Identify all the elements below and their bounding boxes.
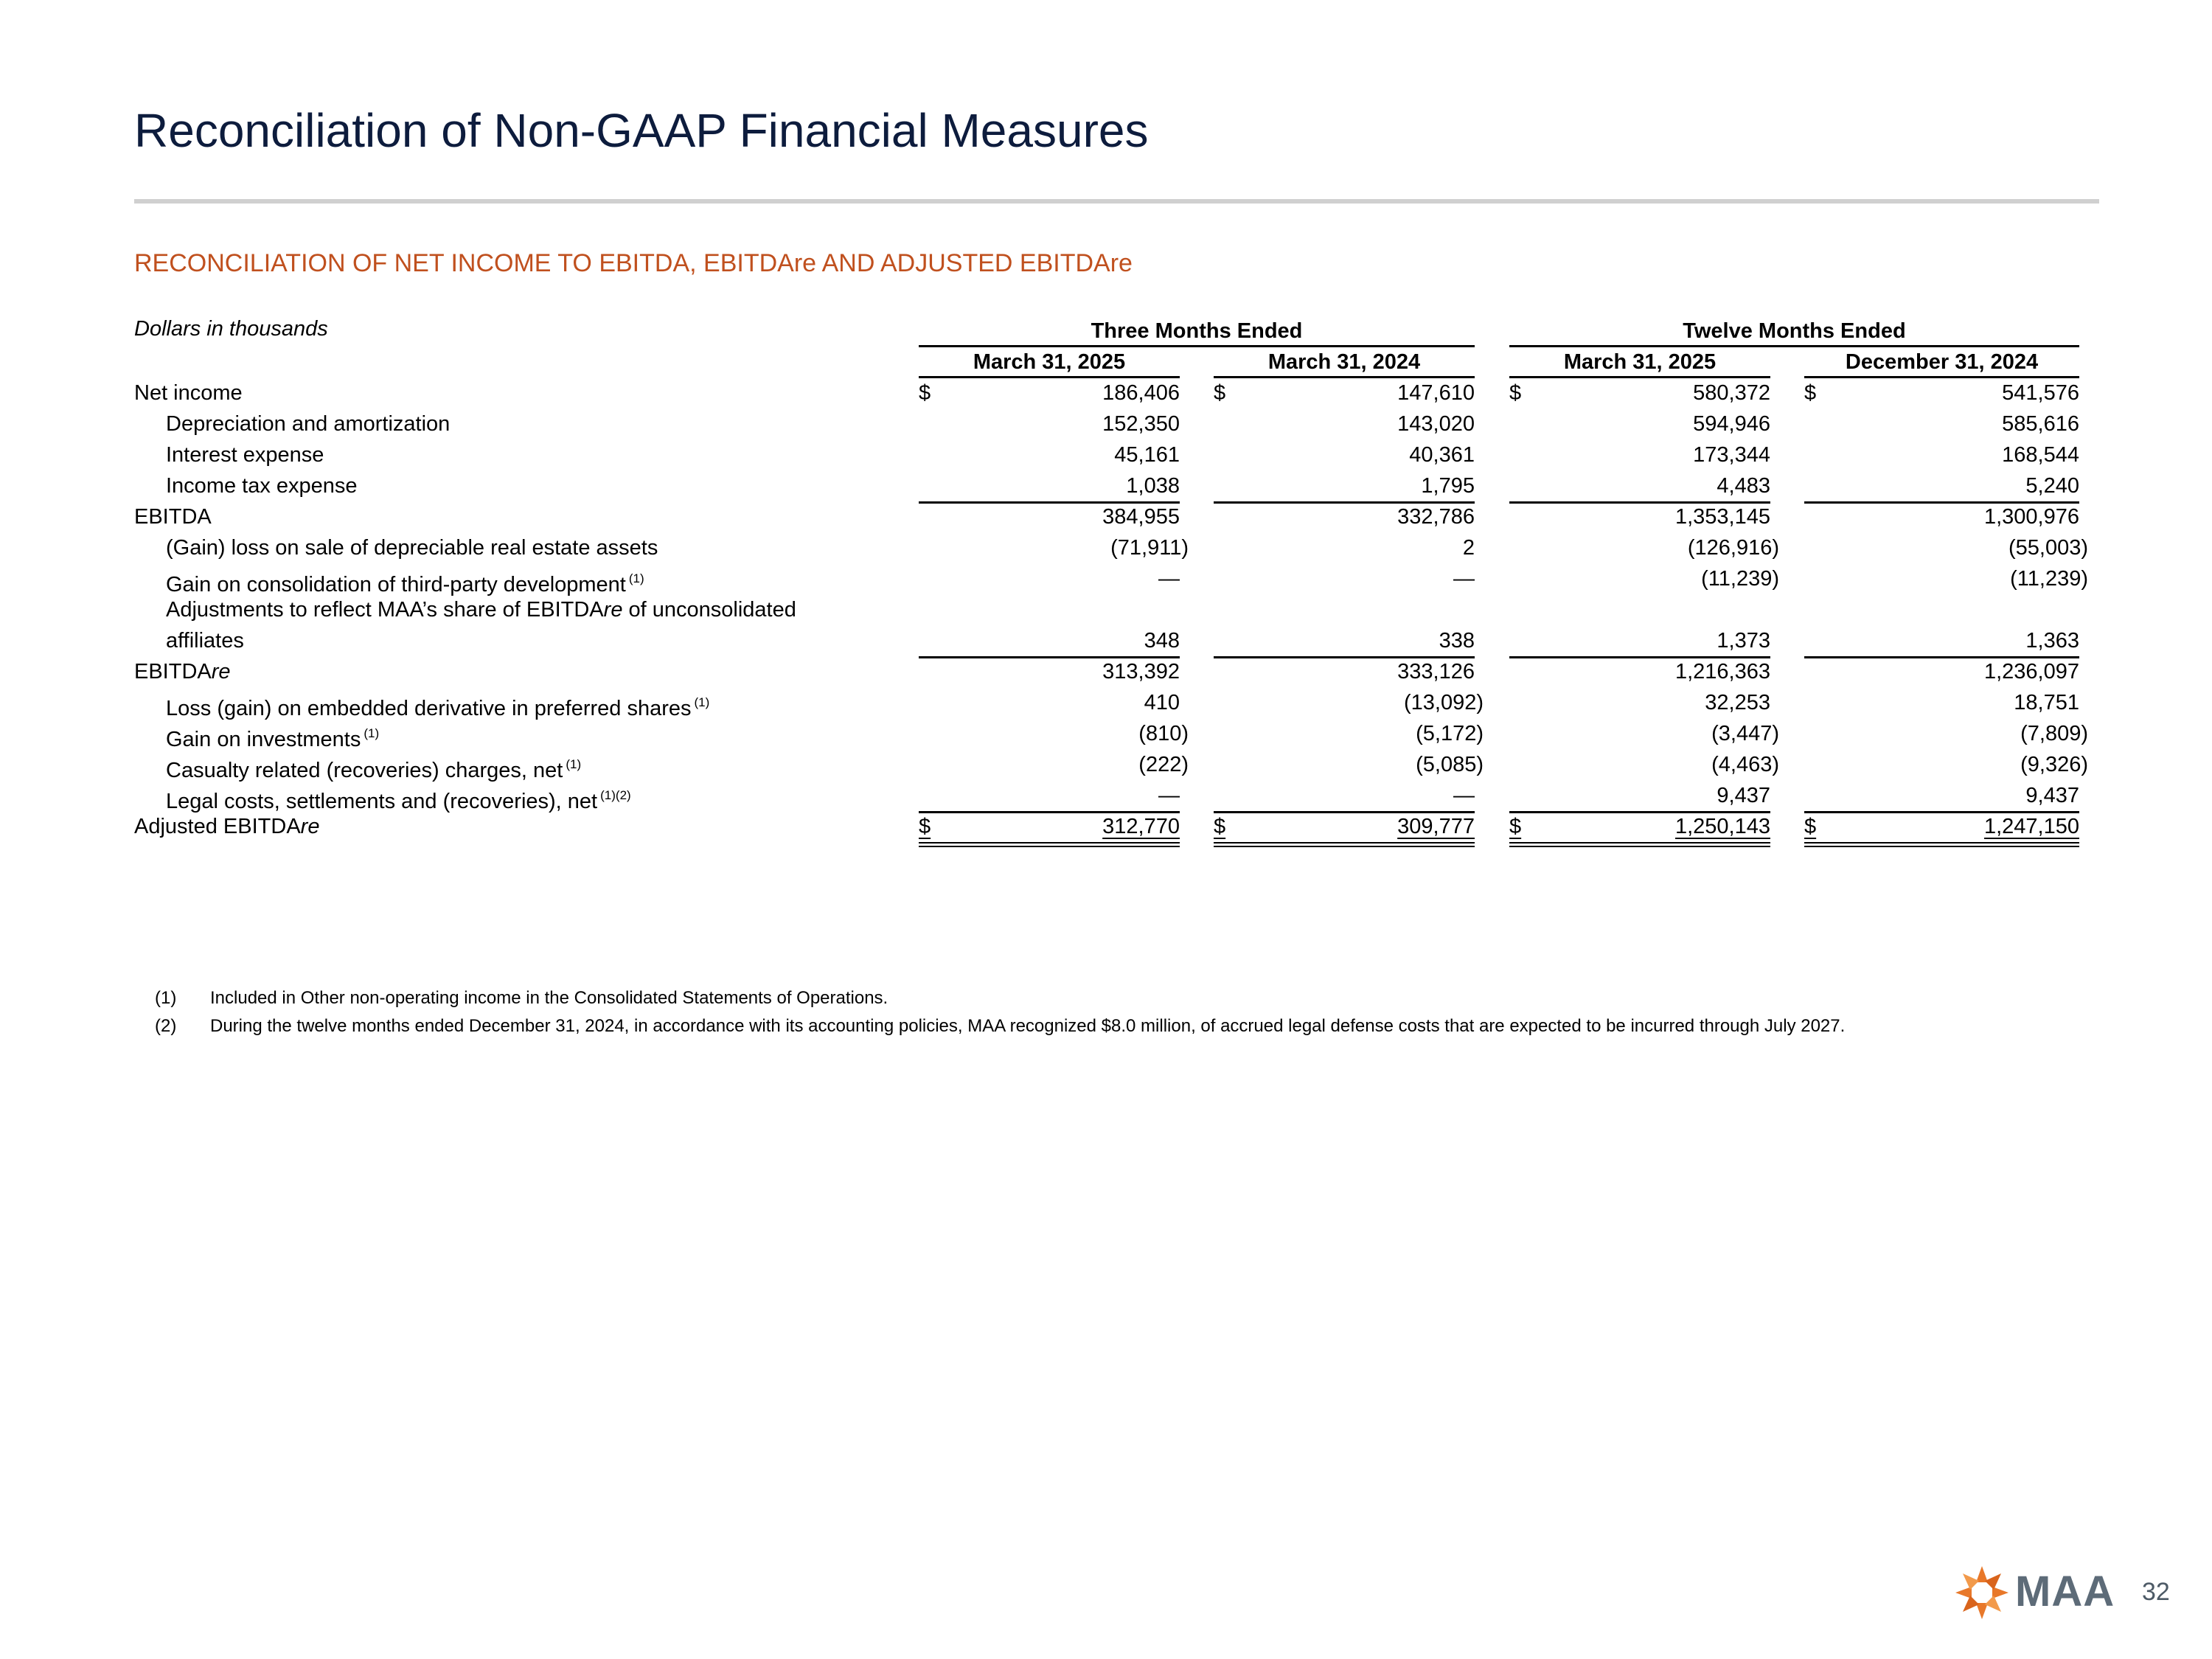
cell-value: (11,239) [1701, 567, 1779, 591]
cell-value: 1,363 [2025, 629, 2079, 653]
value-cell [1804, 470, 2079, 504]
cell-value: (13,092) [1403, 691, 1484, 714]
table-row [0, 594, 2212, 656]
value-cell [1509, 439, 1770, 470]
table-row [0, 408, 2212, 439]
value-cell [919, 687, 1180, 718]
value-cell [1804, 563, 2088, 594]
value-cell [1509, 563, 1779, 594]
table-row [0, 749, 2212, 780]
cell-value: 1,353,145 [1674, 505, 1770, 529]
footnote-reference: (1)(2) [600, 788, 631, 802]
table-row [0, 811, 2212, 842]
cell-value: (810) [1138, 722, 1189, 745]
cell-value: 313,392 [1102, 660, 1180, 684]
value-cell [1509, 408, 1770, 439]
value-cell [1804, 501, 2079, 532]
cell-value: 152,350 [1102, 412, 1180, 436]
value-cell [1804, 780, 2079, 813]
cell-value: 541,576 [2002, 381, 2079, 405]
value-cell [919, 749, 1189, 780]
row-label: Adjusted EBITDAre [134, 815, 320, 838]
value-cell [919, 811, 1180, 847]
maa-logo-icon [1952, 1563, 2011, 1622]
row-label: Legal costs, settlements and (recoveries), net $^{(1)(2)}$ [166, 788, 631, 813]
row-label: (Gain) loss on sale of depreciable real estate assets [166, 536, 658, 560]
currency-symbol: $ [1804, 815, 1817, 838]
column-header-q1-2025: March 31, 2025 [919, 348, 1180, 378]
cell-value: 1,236,097 [1983, 660, 2079, 684]
value-cell [1804, 718, 2088, 749]
value-cell [1214, 532, 1475, 563]
footnote-reference: (1) [364, 726, 380, 740]
value-cell [1509, 780, 1770, 813]
value-cell [919, 439, 1180, 470]
cell-value: 309,777 [1397, 815, 1475, 838]
value-cell [1509, 470, 1770, 504]
cell-value: 1,216,363 [1674, 660, 1770, 684]
cell-value: 45,161 [1114, 443, 1180, 467]
cell-value: 5,240 [2025, 474, 2079, 498]
cell-value: 332,786 [1397, 505, 1475, 529]
page-number: 32 [2142, 1578, 2170, 1606]
section-subtitle: RECONCILIATION OF NET INCOME TO EBITDA, EBITDAre AND ADJUSTED EBITDAre [134, 249, 1133, 277]
row-label: Loss (gain) on embedded derivative in preferred shares $^{(1)}$ [166, 695, 710, 720]
row-label: Net income [134, 381, 243, 405]
row-label: EBITDAre [134, 660, 231, 684]
maa-logo [1952, 1563, 2115, 1622]
footnote-text: During the twelve months ended December 31, 2024, in accordance with its accounting policies, MAA recognized $8.0 million, of accrued legal defense costs that are expected to be incurred through July 2027. [210, 1016, 1846, 1036]
cell-value: (7,809) [2020, 722, 2088, 745]
row-label: Gain on consolidation of third-party development $^{(1)}$ [166, 571, 644, 597]
cell-value: 173,344 [1693, 443, 1770, 467]
cell-value: (5,085) [1416, 753, 1484, 776]
cell-value: — [1453, 567, 1475, 591]
value-cell [919, 625, 1180, 658]
footnote-number: (1) [155, 988, 177, 1008]
value-cell [1214, 470, 1475, 504]
currency-symbol: $ [919, 815, 931, 838]
value-cell [919, 501, 1180, 532]
logo-wordmark: MAA [2015, 1568, 2115, 1615]
table-row [0, 439, 2212, 470]
cell-value: 384,955 [1102, 505, 1180, 529]
value-cell [1804, 408, 2079, 439]
cell-value: — [1158, 784, 1180, 807]
cell-value: 32,253 [1705, 691, 1770, 714]
value-cell [1214, 408, 1475, 439]
cell-value: 410 [1144, 691, 1180, 714]
value-cell [1804, 532, 2088, 563]
table-row [0, 501, 2212, 532]
table-row [0, 656, 2212, 687]
cell-value: 585,616 [2002, 412, 2079, 436]
value-cell [1509, 501, 1770, 532]
cell-value: (126,916) [1687, 536, 1779, 560]
cell-value: 1,247,150 [1983, 815, 2079, 838]
currency-symbol: $ [1804, 381, 1817, 405]
value-cell [919, 656, 1180, 687]
row-label: Adjustments to reflect MAA’s share of EBITDAre of unconsolidated affiliates [166, 598, 796, 653]
row-label: Income tax expense [166, 474, 358, 498]
cell-value: 338 [1439, 629, 1475, 653]
row-label: Interest expense [166, 443, 324, 467]
cell-value: — [1158, 567, 1180, 591]
value-cell [1804, 687, 2079, 718]
cell-value: 9,437 [1717, 784, 1770, 807]
row-label: Depreciation and amortization [166, 412, 451, 436]
value-cell [919, 470, 1180, 504]
value-cell [1804, 656, 2079, 687]
cell-value: 1,373 [1717, 629, 1770, 653]
column-header-ltm-mar-2025: March 31, 2025 [1509, 348, 1770, 378]
table-row [0, 470, 2212, 501]
cell-value: 143,020 [1397, 412, 1475, 436]
value-cell [1804, 625, 2079, 658]
value-cell [919, 408, 1180, 439]
table-row [0, 563, 2212, 597]
group-header-twelve-months: Twelve Months Ended [1509, 317, 2079, 347]
value-cell [1214, 625, 1475, 658]
cell-value: (222) [1138, 753, 1189, 776]
value-cell [1509, 718, 1779, 749]
title-divider [134, 199, 2099, 204]
cell-value: 333,126 [1397, 660, 1475, 684]
cell-value: 1,038 [1126, 474, 1180, 498]
value-cell [1509, 532, 1779, 563]
value-cell [919, 378, 1180, 408]
value-cell [1214, 563, 1475, 594]
cell-value: — [1453, 784, 1475, 807]
value-cell [1214, 780, 1475, 813]
cell-value: 9,437 [2025, 784, 2079, 807]
value-cell [1509, 378, 1770, 408]
cell-value: 580,372 [1693, 381, 1770, 405]
cell-value: 18,751 [2014, 691, 2079, 714]
cell-value: 1,250,143 [1674, 815, 1770, 838]
units-label: Dollars in thousands [134, 317, 328, 341]
value-cell [919, 780, 1180, 813]
currency-symbol: $ [1214, 381, 1226, 405]
cell-value: 2 [1462, 536, 1475, 560]
cell-value: (11,239) [2010, 567, 2088, 591]
footnote-reference: (1) [566, 757, 582, 771]
cell-value: (3,447) [1711, 722, 1779, 745]
table-row [0, 378, 2212, 408]
cell-value: 1,795 [1421, 474, 1475, 498]
value-cell [919, 532, 1189, 563]
currency-symbol: $ [919, 381, 931, 405]
value-cell [1214, 811, 1475, 847]
row-label: Casualty related (recoveries) charges, net $^{(1)}$ [166, 757, 582, 782]
cell-value: (5,172) [1416, 722, 1484, 745]
table-row [0, 780, 2212, 811]
cell-value: (4,463) [1711, 753, 1779, 776]
value-cell [1214, 439, 1475, 470]
value-cell [1804, 439, 2079, 470]
currency-symbol: $ [1214, 815, 1226, 838]
cell-value: 594,946 [1693, 412, 1770, 436]
cell-value: (9,326) [2020, 753, 2088, 776]
footnote-text: Included in Other non-operating income in the Consolidated Statements of Operations. [210, 988, 888, 1008]
cell-value: (55,003) [2008, 536, 2088, 560]
footnote-number: (2) [155, 1016, 177, 1036]
value-cell [919, 718, 1189, 749]
table-row [0, 718, 2212, 749]
table-row [0, 532, 2212, 563]
table-row [0, 687, 2212, 718]
row-label: Gain on investments $^{(1)}$ [166, 726, 380, 751]
value-cell [1214, 718, 1484, 749]
value-cell [919, 563, 1180, 594]
group-header-three-months: Three Months Ended [919, 317, 1475, 347]
value-cell [1509, 687, 1770, 718]
value-cell [1804, 749, 2088, 780]
value-cell [1509, 625, 1770, 658]
cell-value: 1,300,976 [1983, 505, 2079, 529]
value-cell [1509, 749, 1779, 780]
cell-value: (71,911) [1110, 536, 1189, 560]
cell-value: 147,610 [1397, 381, 1475, 405]
currency-symbol: $ [1509, 381, 1522, 405]
value-cell [1509, 656, 1770, 687]
column-header-fy-2024: December 31, 2024 [1804, 348, 2079, 378]
value-cell [1804, 811, 2079, 847]
row-label: EBITDA [134, 505, 212, 529]
value-cell [1214, 378, 1475, 408]
cell-value: 186,406 [1102, 381, 1180, 405]
currency-symbol: $ [1509, 815, 1522, 838]
value-cell [1214, 749, 1484, 780]
column-header-q1-2024: March 31, 2024 [1214, 348, 1475, 378]
cell-value: 40,361 [1409, 443, 1475, 467]
value-cell [1804, 378, 2079, 408]
cell-value: 312,770 [1102, 815, 1180, 838]
cell-value: 348 [1144, 629, 1180, 653]
value-cell [1214, 656, 1475, 687]
page-title: Reconciliation of Non-GAAP Financial Measures [134, 104, 1149, 157]
value-cell [1214, 501, 1475, 532]
value-cell [1214, 687, 1484, 718]
footnote-reference: (1) [628, 571, 644, 585]
cell-value: 168,544 [2002, 443, 2079, 467]
footnote-reference: (1) [694, 695, 710, 709]
cell-value: 4,483 [1717, 474, 1770, 498]
value-cell [1509, 811, 1770, 847]
